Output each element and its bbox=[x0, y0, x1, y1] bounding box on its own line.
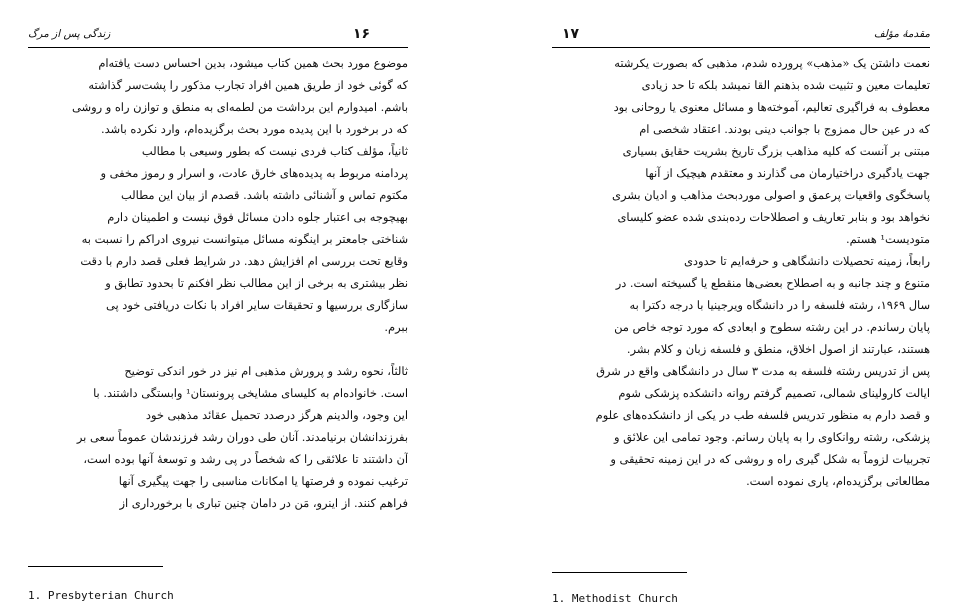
text-line: هستند، عبارتند از اصول اخلاق، منطق و فلسفه زبان و کلام بشر. bbox=[626, 342, 930, 356]
text-line: تعلیمات معین و تثبیت شده بذهنم القا نمیشد بلکه تا حد زیادی bbox=[641, 78, 930, 92]
left-page-body bbox=[28, 52, 408, 514]
text-line: که در عین حال ممزوج با جوانب دینی بودند. اعتقاد شخصی ام bbox=[639, 122, 930, 136]
footnote-rule bbox=[552, 572, 687, 573]
text-line: ثالثاً، نحوه رشد و پرورش مذهبی ام نیز در خور اندکی توضیح bbox=[124, 364, 408, 378]
text-line: مطالعاتی برگزیده‌ام، یاری نموده است. bbox=[746, 474, 930, 488]
text-line: پزشکی، رشته روانکاوی را به پایان رسانم. وجود تمامی این علائق و bbox=[614, 430, 930, 444]
text-line: پایان رساندم. در این رشته سطوح و ابعادی که مورد توجه خاص من bbox=[614, 320, 930, 334]
text-line: پس از تدریس رشته فلسفه به مدت ۳ سال در دانشگاهی واقع در شرق bbox=[596, 364, 930, 378]
running-title: زندگی پس از مرگ bbox=[28, 28, 111, 40]
text-line: موضوع مورد بحث همین کتاب میشود، بدین احساس دست یافته‌ام bbox=[98, 56, 408, 70]
text-line: وقایع تحت بررسی ام افزایش دهد. در شرایط فعلی قصد دارم با دقت bbox=[80, 254, 408, 268]
text-line: فراهم کنند. از اینرو، مَن در دامان چنین تباری با برخورداری از bbox=[119, 496, 408, 510]
text-line: نعمت داشتن یک «مذهب» پرورده شدم، مذهبی که بصورت یکرشته bbox=[614, 56, 930, 70]
text-line: رابعاً، زمینه تحصیلات دانشگاهی و حرفه‌ایم تا حدودی bbox=[683, 254, 930, 268]
text-line: سال ۱۹۶۹، رشته فلسفه را در دانشگاه ویرجینیا با درجه دکترا به bbox=[629, 298, 930, 312]
text-line: متنوع و چند جانبه و به اصطلاح بعضی‌ها منقطع یا گسیخته است. در bbox=[615, 276, 930, 290]
text-line: سازگاری بررسیها و تحقیقات سایر افراد با نکات دریافتی خود پی bbox=[105, 298, 408, 312]
right-page-header bbox=[552, 28, 930, 44]
text-line: این وجود، والدینم هرگز درصدد تحمیل عقائد مذهبی خود bbox=[145, 408, 408, 422]
right-page-body bbox=[552, 52, 930, 492]
text-line: پاسخگوی واقعیات پرعمق و اصولی موردبحث مذاهب و ادیان بشری bbox=[612, 188, 930, 202]
text-line: ببرم. bbox=[384, 320, 408, 334]
text-line: است. خانواده‌ام به کلیسای مشایخی پرونستان¹ وابستگی داشتند. با bbox=[93, 386, 408, 400]
footnote: 1. Presbyterian Church bbox=[28, 589, 174, 602]
text-line: بفرزندانشان برنیامدند. آنان طی دوران رشد فرزندشان عموماً سعی بر bbox=[76, 430, 408, 444]
left-page-header bbox=[28, 28, 408, 44]
text-line: معطوف به فراگیری تعالیم، آموخته‌ها و مسائل معنوی یا روحانی بود bbox=[613, 100, 930, 114]
footnote: 1. Methodist Church bbox=[552, 592, 678, 605]
text-line: باشم. امیدوارم این برداشت من لطمه‌ای به منطق و توازن راه و روشی bbox=[72, 100, 408, 114]
text-line: که گوئی خود از طریق همین افراد تجارب مذکور را پشت‌سر گذاشته bbox=[88, 78, 408, 92]
text-line: مبتنی بر آنست که کلیه مذاهب بزرگ تاریخ بشریت حقایق بسیاری bbox=[622, 144, 930, 158]
text-line: ایالت کارولینای شمالی، تصمیم گرفتم روانه دانشکده پزشکی شوم bbox=[618, 386, 930, 400]
page-number: ۱۷ bbox=[562, 26, 580, 42]
left-page bbox=[28, 0, 408, 613]
paragraph-gap bbox=[28, 338, 408, 360]
text-line: شناختی جامعتر بر اینگونه مسائل میتوانست نیروی ادراکم را نسبت به bbox=[81, 232, 408, 246]
running-title: مقدمهٔ مؤلف bbox=[873, 28, 930, 40]
header-rule bbox=[28, 47, 408, 48]
text-line: و قصد دارم به منظور تدریس فلسفه طب در یکی از دانشکده‌های علوم bbox=[595, 408, 930, 422]
page-number: ۱۶ bbox=[352, 26, 370, 42]
text-line: تجربیات لزوماً به شکل گیری راه و روشی که در این زمینه تحقیقی و bbox=[610, 452, 930, 466]
text-line: پردامنه مربوط به پدیده‌های خارق عادت، و اسرار و رموز مخفی و bbox=[100, 166, 408, 180]
text-line: آن داشتند تا علائقی را که شخصاً در پی رشد و توسعهٔ آنها بوده است، bbox=[83, 452, 408, 466]
text-line: متودیست¹ هستم. bbox=[845, 232, 930, 246]
right-page bbox=[552, 0, 930, 613]
text-line: ترغیب نموده و فرصتها یا امکانات مناسبی را جهت پیگیری آنها bbox=[118, 474, 408, 488]
text-line: نظر بیشتری به برخی از این مطالب نظر افکنم تا بحدود تطابق و bbox=[105, 276, 408, 290]
text-line: جهت یادگیری دراختیارمان می گذارند و معتقدم هیچیک از آنها bbox=[645, 166, 930, 180]
footnote-rule bbox=[28, 566, 163, 567]
text-line: که در برخورد با این پدیده مورد بحث برگزیده‌ام، وارد نکرده باشد. bbox=[100, 122, 408, 136]
text-line: نخواهد بود و بنابر تعاریف و اصطلاحات رده‌بندی شده عضو کلیسای bbox=[617, 210, 930, 224]
header-rule bbox=[552, 47, 930, 48]
text-line: مکتوم تماس و آشنائی داشته باشد. قصدم از بیان این مطالب bbox=[120, 188, 408, 202]
text-line: ثانیاً، مؤلف کتاب فردی نیست که بطور وسیعی با مطالب bbox=[141, 144, 408, 158]
text-line: بهیچوجه بی اعتبار جلوه دادن مسائل فوق نیست و اطمینان دارم bbox=[107, 210, 408, 224]
